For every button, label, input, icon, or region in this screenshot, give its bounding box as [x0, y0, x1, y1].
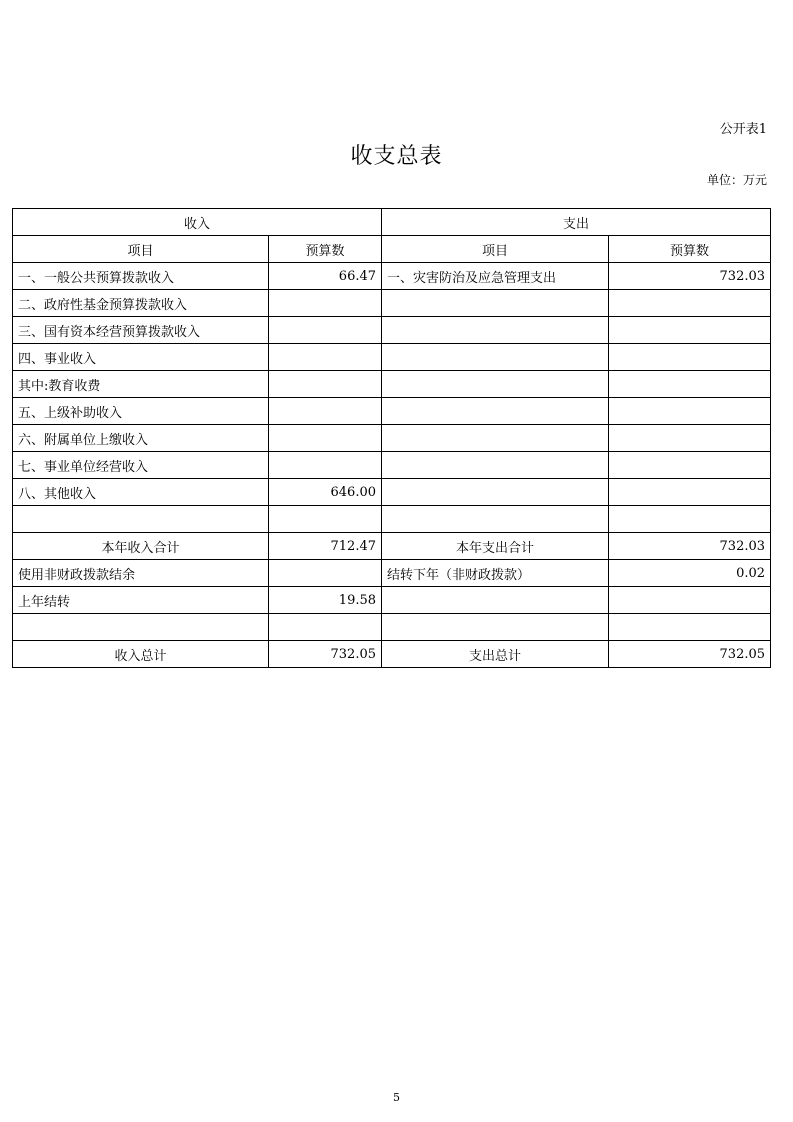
table-row [13, 290, 771, 317]
income-value [269, 290, 382, 317]
expense-value [609, 452, 771, 479]
column-header-row [13, 236, 771, 263]
income-item-header: 项目 [13, 236, 269, 263]
table-row [13, 506, 771, 533]
income-item [13, 506, 269, 533]
table-row [13, 560, 771, 587]
income-value [269, 317, 382, 344]
expense-item: 结转下年（非财政拨款） [382, 560, 609, 587]
income-item: 二、政府性基金预算拨款收入 [13, 290, 269, 317]
expense-budget-header: 预算数 [609, 236, 771, 263]
expense-value: 732.03 [609, 263, 771, 290]
expense-item-header: 项目 [382, 236, 609, 263]
grand-total-row [13, 641, 771, 668]
income-value: 732.05 [269, 641, 382, 668]
income-item: 六、附属单位上缴收入 [13, 425, 269, 452]
income-value [269, 344, 382, 371]
expense-item [382, 290, 609, 317]
income-item [13, 614, 269, 641]
income-value: 646.00 [269, 479, 382, 506]
table-row [13, 398, 771, 425]
expense-value [609, 290, 771, 317]
table-row [13, 587, 771, 614]
expense-item [382, 344, 609, 371]
income-value: 66.47 [269, 263, 382, 290]
income-item: 使用非财政拨款结余 [13, 560, 269, 587]
table-row [13, 425, 771, 452]
income-value [269, 452, 382, 479]
income-item: 本年收入合计 [13, 533, 269, 560]
table-row [13, 614, 771, 641]
expense-section-header: 支出 [382, 209, 771, 236]
table-row [13, 479, 771, 506]
income-item: 五、上级补助收入 [13, 398, 269, 425]
income-value: 19.58 [269, 587, 382, 614]
expense-item [382, 398, 609, 425]
unit-label: 单位：万元 [706, 173, 767, 187]
expense-item [382, 371, 609, 398]
income-item: 其中:教育收费 [13, 371, 269, 398]
table-row [13, 344, 771, 371]
income-item: 收入总计 [13, 641, 269, 668]
expense-item [382, 452, 609, 479]
expense-value [609, 398, 771, 425]
section-header-row [13, 209, 771, 236]
income-item: 八、其他收入 [13, 479, 269, 506]
income-budget-header: 预算数 [269, 236, 382, 263]
table-row [13, 317, 771, 344]
expense-item: 一、灾害防治及应急管理支出 [382, 263, 609, 290]
expense-value: 0.02 [609, 560, 771, 587]
expense-value [609, 344, 771, 371]
income-item: 一、一般公共预算拨款收入 [13, 263, 269, 290]
income-value [269, 398, 382, 425]
expense-item [382, 425, 609, 452]
expense-value [609, 506, 771, 533]
page-number: 5 [393, 1091, 400, 1104]
table-number: 公开表1 [719, 122, 767, 137]
income-item: 四、事业收入 [13, 344, 269, 371]
income-section-header: 收入 [13, 209, 382, 236]
expense-item: 支出总计 [382, 641, 609, 668]
expense-value [609, 425, 771, 452]
expense-value: 732.05 [609, 641, 771, 668]
expense-value: 732.03 [609, 533, 771, 560]
table-row [13, 452, 771, 479]
expense-value [609, 587, 771, 614]
expense-value [609, 614, 771, 641]
expense-item [382, 317, 609, 344]
annual-total-row [13, 533, 771, 560]
page-title: 收支总表 [350, 144, 443, 169]
income-value [269, 560, 382, 587]
income-item: 三、国有资本经营预算拨款收入 [13, 317, 269, 344]
income-value [269, 425, 382, 452]
income-value [269, 506, 382, 533]
table-row [13, 371, 771, 398]
expense-item [382, 479, 609, 506]
expense-value [609, 371, 771, 398]
table-row [13, 263, 771, 290]
income-value [269, 614, 382, 641]
expense-value [609, 317, 771, 344]
expense-item [382, 506, 609, 533]
expense-value [609, 479, 771, 506]
income-value [269, 371, 382, 398]
expense-item: 本年支出合计 [382, 533, 609, 560]
income-value: 712.47 [269, 533, 382, 560]
expense-item [382, 587, 609, 614]
income-item: 上年结转 [13, 587, 269, 614]
income-item: 七、事业单位经营收入 [13, 452, 269, 479]
expense-item [382, 614, 609, 641]
income-expense-table [12, 208, 771, 668]
